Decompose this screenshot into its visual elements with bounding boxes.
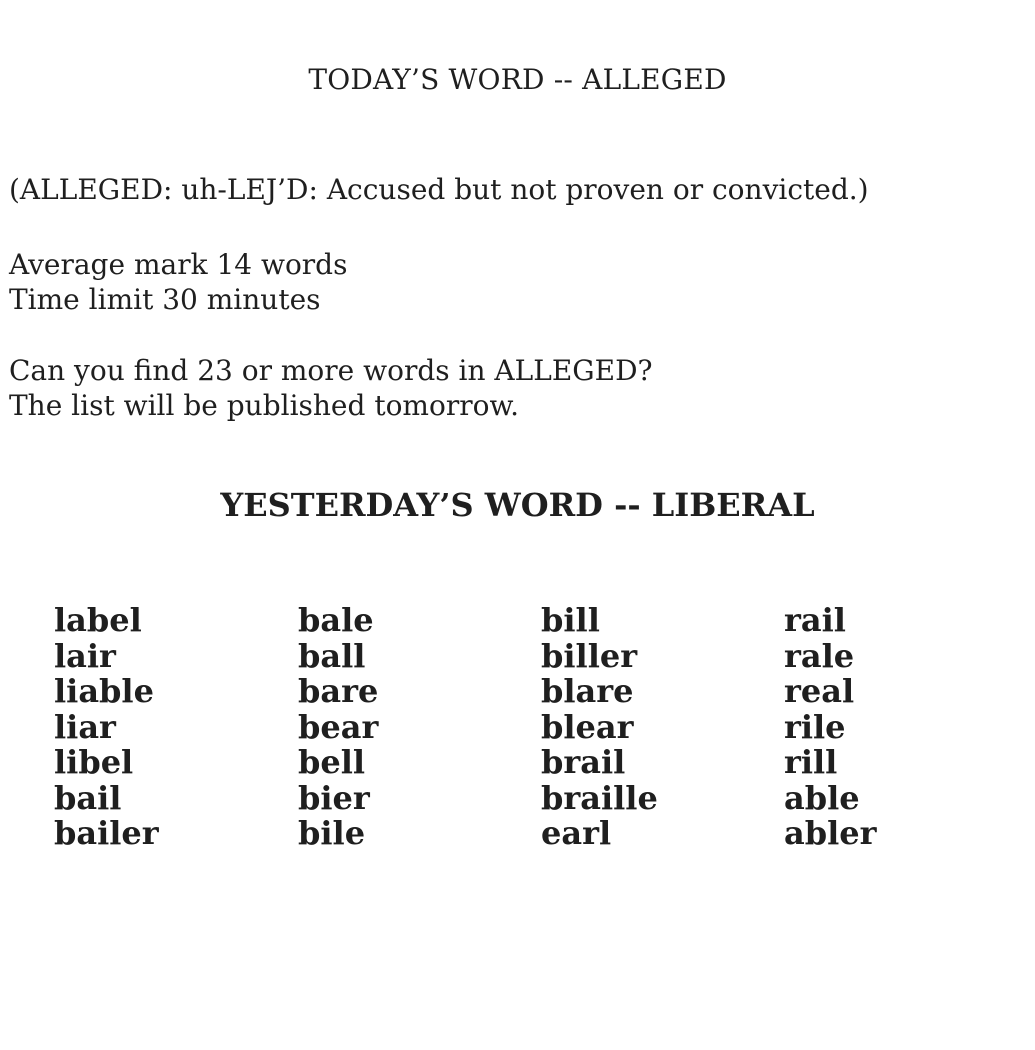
publish-note: The list will be published tomorrow. [9, 389, 520, 422]
todays-word-title: TODAY’S WORD -- ALLEGED [308, 63, 727, 96]
word-list-column-3 [541, 603, 658, 852]
word-definition: (ALLEGED: uh-LEJ’D: Accused but not proven or convicted.) [9, 173, 869, 206]
word-list-item: earl [541, 814, 612, 852]
word-list-item: lair [54, 636, 116, 675]
yesterdays-word-title: YESTERDAY’S WORD -- LIBERAL [220, 486, 815, 524]
time-limit: Time limit 30 minutes [9, 283, 321, 316]
word-list-item: braille [541, 778, 658, 817]
word-list-item: bail [54, 778, 122, 817]
word-list-item: liable [54, 672, 154, 710]
word-list-item: bier [298, 778, 370, 817]
word-list-item: bare [298, 672, 379, 710]
word-list-item: bailer [54, 814, 159, 852]
word-list-column-1 [54, 603, 159, 852]
average-mark: Average mark 14 words [9, 248, 348, 281]
word-list-item: brail [541, 743, 626, 781]
word-list-item: bale [298, 601, 374, 639]
word-list-item: abler [784, 814, 877, 852]
word-list-item: label [54, 601, 142, 639]
word-list-item: rile [784, 707, 846, 746]
word-list-item: biller [541, 636, 638, 675]
word-list-item: liar [54, 707, 116, 746]
word-list-column-4 [784, 603, 876, 852]
word-list-column-2 [298, 603, 378, 852]
word-list-item: real [784, 672, 855, 710]
word-list-item: blear [541, 707, 634, 746]
word-list-item: able [784, 778, 860, 817]
word-list-item: ball [298, 636, 366, 675]
word-list-item: rill [784, 743, 838, 781]
word-list-item: blare [541, 672, 634, 710]
puzzle-challenge [9, 353, 653, 423]
word-list-item: bill [541, 601, 600, 639]
word-list-item: libel [54, 743, 134, 781]
puzzle-stats [9, 247, 347, 317]
word-list-item: bear [298, 707, 379, 746]
challenge-question: Can you find 23 or more words in ALLEGED? [9, 354, 653, 387]
word-list-item: rail [784, 601, 846, 639]
word-list-item: bile [298, 814, 366, 852]
word-list-item: rale [784, 636, 855, 675]
word-list-item: bell [298, 743, 366, 781]
